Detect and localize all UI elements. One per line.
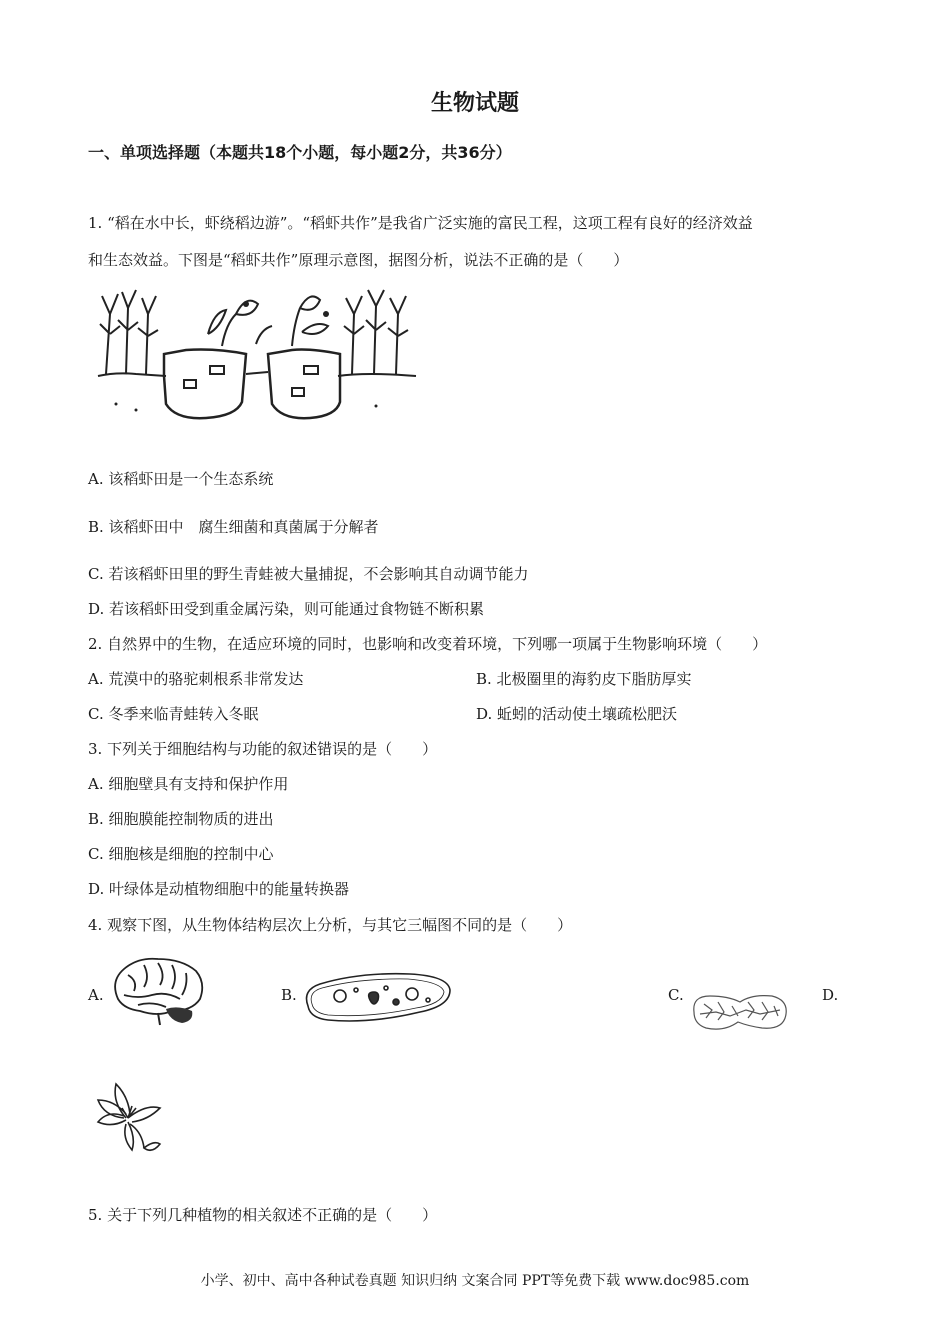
question-1-line-2: 和生态效益。下图是“稻虾共作”原理示意图，据图分析，说法不正确的是（ ） — [88, 251, 629, 269]
q3-option-d: D. 叶绿体是动植物细胞中的能量转换器 — [88, 880, 350, 898]
question-5-stem: 5. 关于下列几种植物的相关叙述不正确的是（ ） — [88, 1206, 438, 1224]
q1-option-d: D. 若该稻虾田受到重金属污染，则可能通过食物链不断积累 — [88, 600, 485, 618]
question-3-stem: 3. 下列关于细胞结构与功能的叙述错误的是（ ） — [88, 740, 438, 758]
paramecium-image — [300, 966, 454, 1030]
q1-option-a: A. 该稻虾田是一个生态系统 — [88, 470, 274, 488]
q3-option-b: B. 细胞膜能控制物质的进出 — [88, 810, 274, 828]
peanut-seed-image — [688, 990, 792, 1034]
q2-option-b: B. 北极圈里的海豹皮下脂肪厚实 — [476, 670, 692, 688]
lily-flower-image — [92, 1078, 164, 1158]
q1-option-b: B. 该稻虾田中 腐生细菌和真菌属于分解者 — [88, 518, 379, 536]
q2-option-c: C. 冬季来临青蛙转入冬眠 — [88, 705, 259, 723]
section-heading: 一、单项选择题（本题共18个小题，每小题2分，共36分） — [88, 143, 512, 162]
q4-label-b: B. — [281, 986, 297, 1004]
q3-option-c: C. 细胞核是细胞的控制中心 — [88, 845, 274, 863]
q2-option-d: D. 蚯蚓的活动使土壤疏松肥沃 — [476, 705, 678, 723]
page-footer: 小学、初中、高中各种试卷真题 知识归纳 文案合同 PPT等免费下载 www.doc985.com — [200, 1273, 750, 1289]
q2-option-a: A. 荒漠中的骆驼刺根系非常发达 — [88, 670, 304, 688]
rice-shrimp-diagram — [96, 284, 418, 430]
q3-option-a: A. 细胞壁具有支持和保护作用 — [88, 775, 289, 793]
page-title: 生物试题 — [430, 91, 519, 116]
q4-label-c: C. — [668, 986, 684, 1004]
q4-label-a: A. — [88, 986, 104, 1004]
question-2-stem: 2. 自然界中的生物，在适应环境的同时，也影响和改变着环境，下列哪一项属于生物影响环境（ ） — [88, 635, 768, 653]
brain-image — [108, 955, 208, 1027]
question-4-stem: 4. 观察下图，从生物体结构层次上分析，与其它三幅图不同的是（ ） — [88, 916, 573, 934]
q1-option-c: C. 若该稻虾田里的野生青蛙被大量捕捉，不会影响其自动调节能力 — [88, 565, 529, 583]
q4-label-d: D. — [822, 986, 839, 1004]
question-1-line-1: 1. “稻在水中长，虾绕稻边游”。“稻虾共作”是我省广泛实施的富民工程，这项工程有良好的经济效益 — [88, 214, 753, 232]
